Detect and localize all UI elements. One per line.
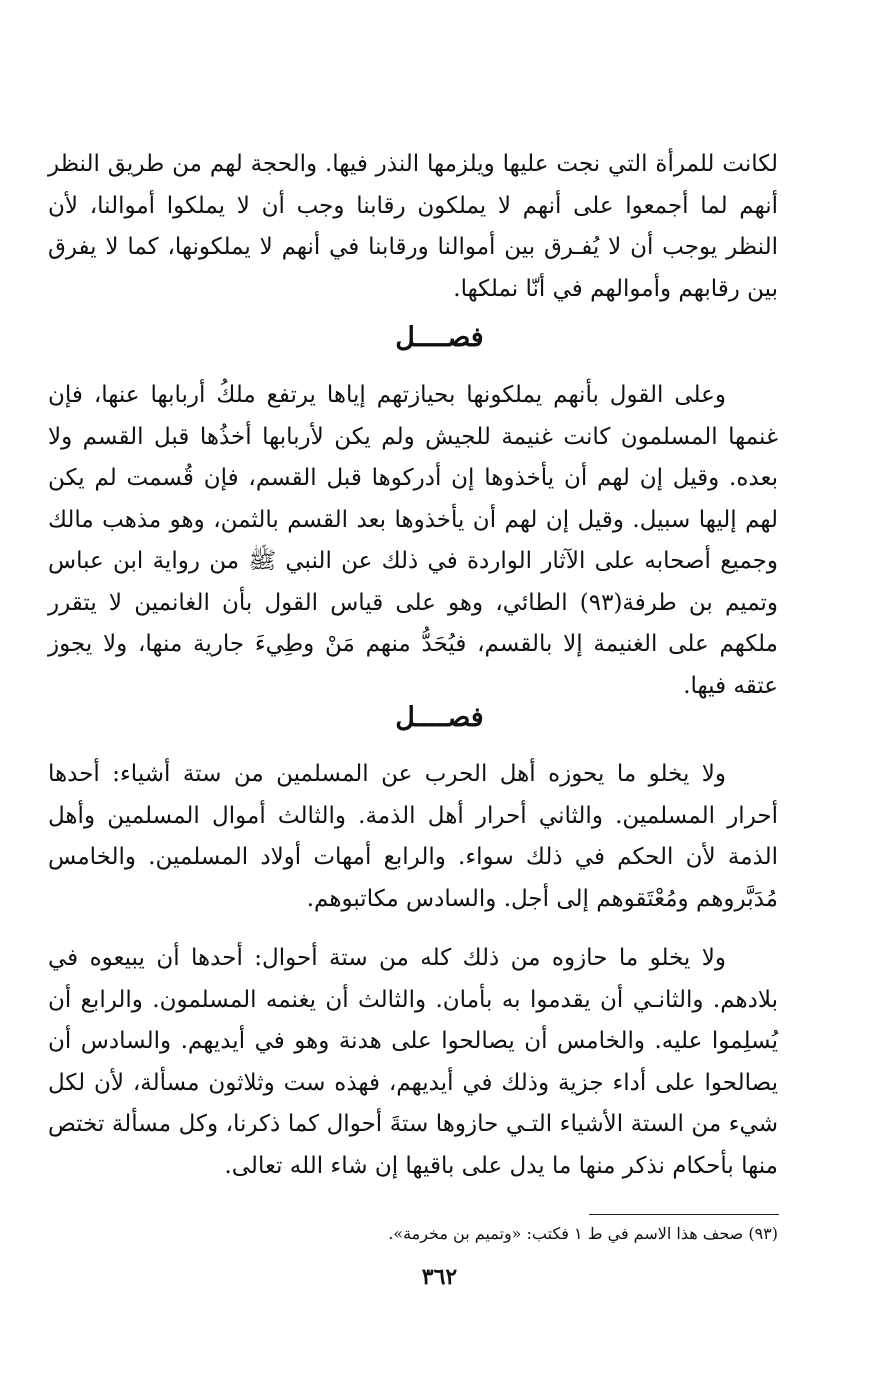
footnote-divider [589, 1214, 779, 1215]
text-section-1 [48, 144, 778, 310]
paragraph-1: لكانت للمرأة التي نجت عليها ويلزمها النذر فيها. والحجة لهم من طريق النظر أنهم لما أجمعوا على أنهم لا يملكون رقابنا وجب أن لا يملكوا أموالنا، لأن النظر يوجب أن لا يُفـرق بين أموالنا ورقابنا في أنهم لا يملكونها، كما لا يفرق بين رقابهم وأموالهم في أنّا نملكها. [48, 151, 778, 302]
footnote: (٩٣) صحف هذا الاسم في ط ١ فكتب: «وتميم بن مخرمة». [388, 1224, 778, 1243]
paragraph-4: ولا يخلو ما حازوه من ذلك كله من ستة أحوال: أحدها أن يبيعوه في بلادهم. والثانـي أن يقدموا به بأمان. والثالث أن يغنمه المسلمون. والرابع أن يُسلِموا عليه. والخامس أن يصالحوا على هدنة وهو في أيديهم. والسادس أن يصالحوا على أداء جزية وذلك في أيديهم، فهذه ست وثلاثون مسألة، لأن لكل شيء من الستة الأشياء التـي حازوها ستةَ أحوال كما ذكرنا، وكل مسألة تختص منها بأحكام نذكر منها ما يدل على باقيها إن شاء الله تعالى. [48, 945, 778, 1179]
paragraph-2: وعلى القول بأنهم يملكونها بحيازتهم إياها يرتفع ملكُ أربابها عنها، فإن غنمها المسلمون كانت غنيمة للجيش ولم يكن لأربابها أخذُها قبل القسم ولا بعده. وقيل إن لهم أن يأخذوها إن أدركوها قبل القسم، فإن قُسمت لم يكن لهم إليها سبيل. وقيل إن لهم أن يأخذوها بعد القسم بالثمن، وهو مذهب مالك وجميع أصحابه على الآثار الواردة في ذلك عن النبي ﷺ من رواية ابن عباس وتميم بن طرفة(٩٣) الطائي، وهو على قياس القول بأن الغانمين لا يتقرر ملكهم على الغنيمة إلا بالقسم، فيُحَدُّ منهم مَنْ وطِيءَ جارية منها، ولا يجوز عتقه فيها. [48, 382, 778, 699]
text-section-4 [48, 938, 778, 1187]
paragraph-3: ولا يخلو ما يحوزه أهل الحرب عن المسلمين من ستة أشياء: أحدها أحرار المسلمين. والثاني أحرار أهل الذمة. والثالث أموال المسلمين وأهل الذمة لأن الحكم في ذلك سواء. والرابع أمهات أولاد المسلمين. والخامس مُدَبَّروهم ومُعْتَقوهم إلى أجل. والسادس مكاتبوهم. [48, 761, 778, 912]
section-heading-1: فصــــل [395, 322, 484, 353]
text-section-3 [48, 754, 778, 920]
text-section-2 [48, 375, 778, 707]
page-number: ٣٦٢ [421, 1264, 458, 1290]
section-heading-2: فصــــل [395, 702, 484, 733]
